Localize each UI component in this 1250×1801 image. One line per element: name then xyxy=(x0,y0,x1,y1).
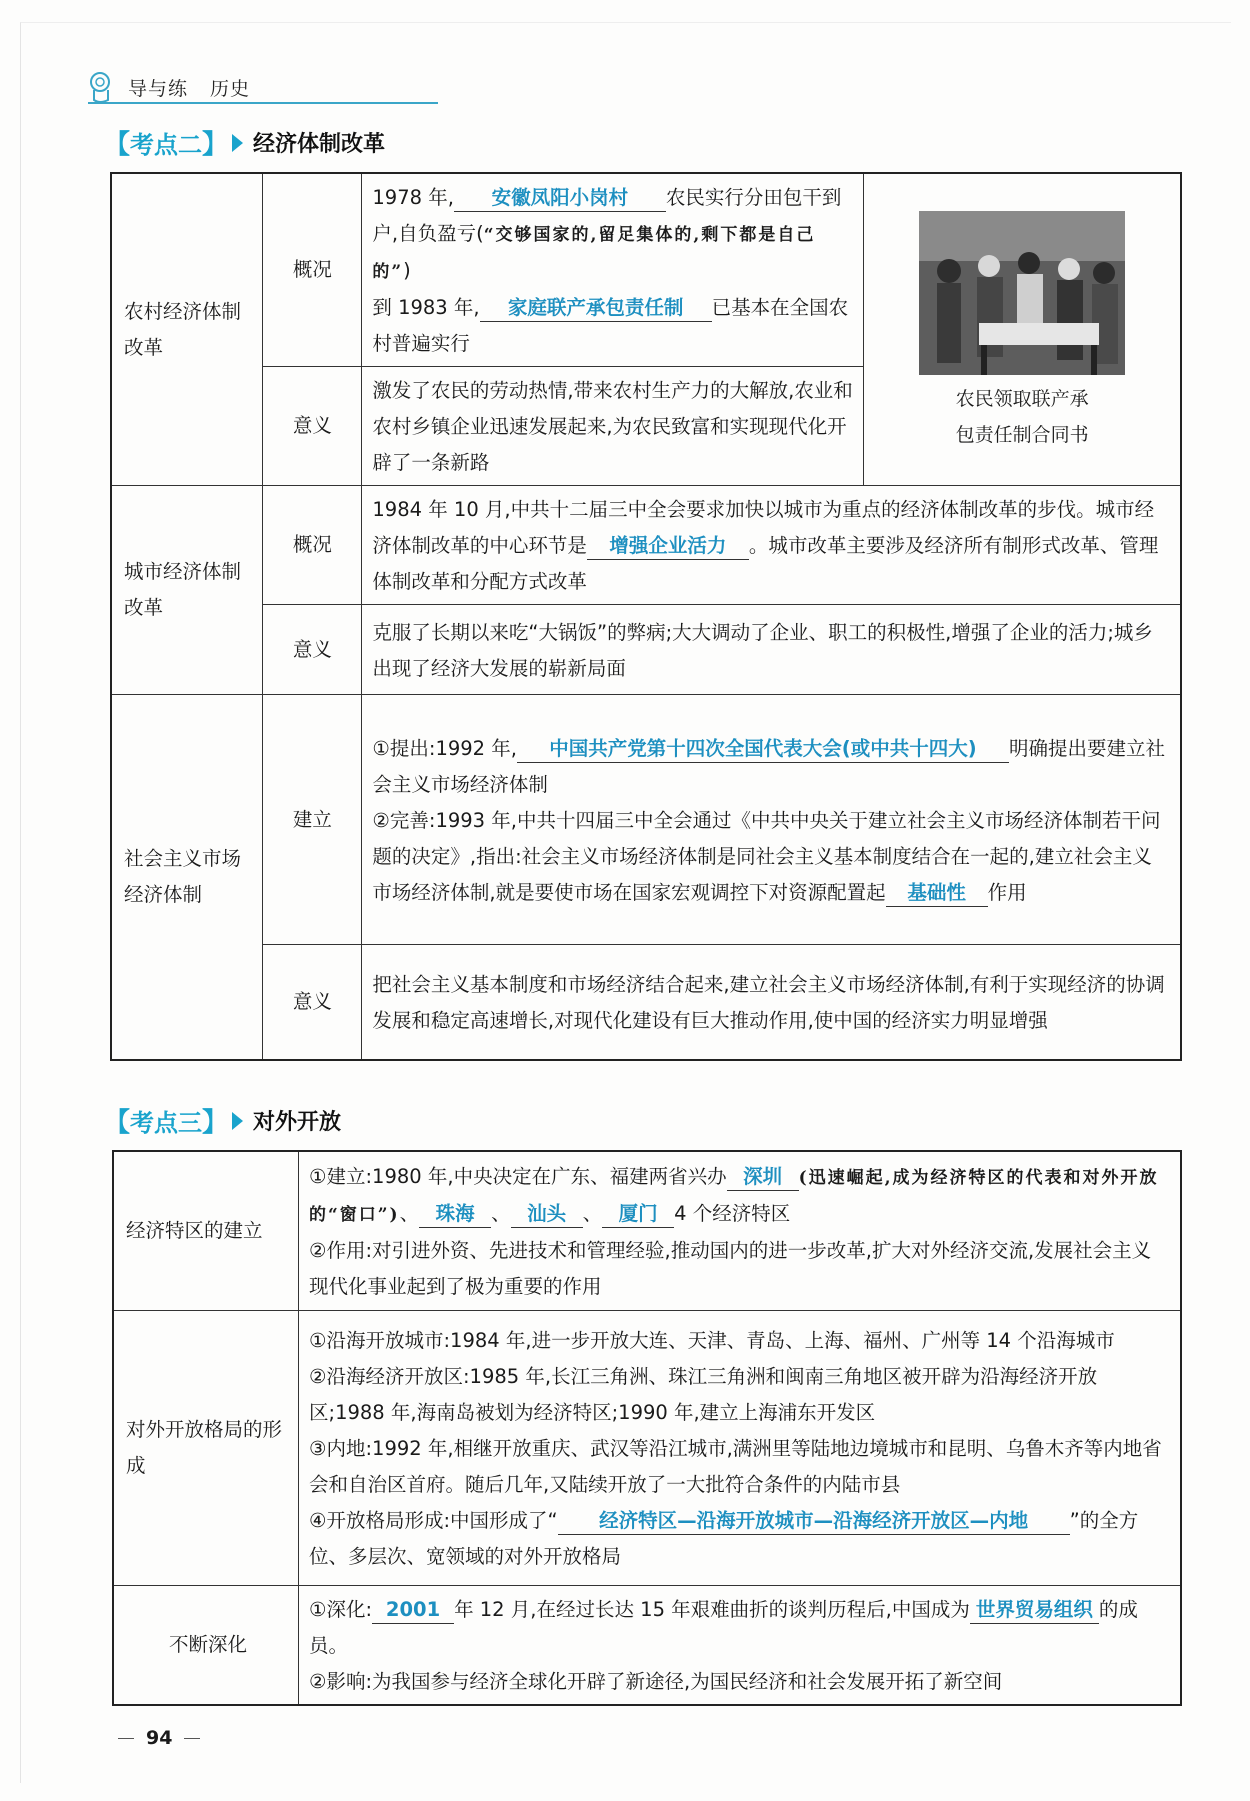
text: 农民实行分田包干到户,自负盈亏( xyxy=(372,186,842,245)
text: ②完善:1993 年,中共十四届三中全会通过《中共中央关于建立社会主义市场经济体制若干问题的决定》,指出:社会主义市场经济体制是同社会主义基本制度结合在一起的,建立社会主义市场经济体制,就是要使市场在国家宏观调控下对资源配置起 xyxy=(372,808,1161,904)
photo-caption: 农民领取联产承包责任制合同书 xyxy=(955,387,1089,446)
answer-fill: 中国共产党第十四次全国代表大会(或中共十四大) xyxy=(517,736,1009,763)
opening-up-table xyxy=(112,1150,1182,1706)
text: 、 xyxy=(491,1201,511,1225)
text: 已基本在全国农村普遍实行 xyxy=(372,296,849,355)
page-header xyxy=(88,70,250,104)
triangle-icon xyxy=(232,1112,243,1130)
header-underline xyxy=(88,102,438,104)
section-title: 对外开放 xyxy=(253,1110,342,1135)
answer-fill: 经济特区—沿海开放城市—沿海经济开放区—内地 xyxy=(558,1508,1070,1535)
table-row xyxy=(113,1585,1181,1705)
quote-text: “交够国家的,留足集体的,剩下都是自己的” xyxy=(372,225,816,282)
answer-fill: 增强企业活力 xyxy=(587,533,749,560)
content-cell xyxy=(362,486,1181,605)
table-row xyxy=(111,605,1181,695)
text: 、 xyxy=(399,1201,420,1225)
text: 1978 年, xyxy=(372,186,454,209)
text: ④开放格局形成:中国形成了“ xyxy=(309,1508,558,1532)
content-cell: 激发了农民的劳动热情,带来农村生产力的大解放,农业和农村乡镇企业迅速发展起来,为农民致富和实现现代化开辟了一条新路 xyxy=(362,367,864,486)
text: 。城市改革主要涉及经济所有制形式改革、管理体制改革和分配方式改革 xyxy=(372,534,1159,593)
text: ②沿海经济开放区:1985 年,长江三角洲、珠江三角洲和闽南三角地区被开辟为沿海经济开放区;1988 年,海南岛被划为经济特区;1990 年,建立上海浦东开发区 xyxy=(309,1364,1098,1424)
answer-fill: 厦门 xyxy=(602,1201,674,1228)
section-badge-label: 考点二 xyxy=(130,131,203,159)
content-cell xyxy=(362,695,1181,945)
section-badge: 【 考点三 】 xyxy=(104,1102,243,1139)
bulb-icon xyxy=(88,70,114,104)
table-row xyxy=(113,1151,1181,1310)
answer-fill: 世界贸易组织 xyxy=(970,1597,1099,1624)
content-cell: 克服了长期以来吃“大锅饭”的弊病;大大调动了企业、职工的积极性,增强了企业的活力;城乡出现了经济大发展的崭新局面 xyxy=(362,605,1181,695)
category-cell: 不断深化 xyxy=(113,1585,299,1705)
table-row xyxy=(111,695,1181,945)
text: 到 1983 年, xyxy=(372,296,480,319)
text: 1984 年 10 月,中共十二届三中全会要求加快以城市为重点的经济体制改革的步伐。城市经济体制改革的中心环节是 xyxy=(372,498,1155,557)
category-cell: 对外开放格局的形成 xyxy=(113,1310,299,1585)
category-cell: 农村经济体制改革 xyxy=(111,173,263,486)
text: 4 个经济特区 xyxy=(674,1201,791,1225)
label-cell: 意义 xyxy=(263,605,362,695)
subject-title: 历史 xyxy=(210,77,251,100)
text: ”的全方位、多层次、宽领域的对外开放格局 xyxy=(309,1508,1139,1568)
answer-fill: 家庭联产承包责任制 xyxy=(480,295,712,322)
text: 、 xyxy=(582,1201,603,1225)
content-cell xyxy=(299,1585,1182,1705)
text: ②影响:为我国参与经济全球化开辟了新途径,为国民经济和社会发展开拓了新空间 xyxy=(309,1669,1003,1693)
divider xyxy=(184,1738,200,1739)
section-heading-3 xyxy=(104,1102,341,1139)
content-cell xyxy=(299,1151,1182,1310)
label-cell: 意义 xyxy=(263,945,362,1060)
label-cell: 概况 xyxy=(263,486,362,605)
photo-farmers-contract xyxy=(919,211,1125,375)
category-cell: 经济特区的建立 xyxy=(113,1151,299,1310)
page-number-text: 94 xyxy=(146,1727,173,1749)
quote-text: (迅速崛起,成为经济特区的代表和对外开放的“窗口”) xyxy=(309,1167,1159,1225)
section-badge-label: 考点三 xyxy=(130,1109,203,1137)
text: 的成员。 xyxy=(309,1597,1138,1657)
section-badge: 【 考点二 】 xyxy=(104,124,243,161)
label-cell: 建立 xyxy=(263,695,362,945)
economic-reform-table xyxy=(110,172,1182,1061)
page-number xyxy=(106,1727,212,1749)
category-cell: 社会主义市场经济体制 xyxy=(111,695,263,1060)
category-cell: 城市经济体制改革 xyxy=(111,486,263,695)
answer-fill: 安徽凤阳小岗村 xyxy=(454,185,666,212)
text: 年 12 月,在经过长达 15 年艰难曲折的谈判历程后,中国成为 xyxy=(454,1597,970,1621)
answer-fill: 珠海 xyxy=(419,1201,491,1228)
content-cell xyxy=(362,173,864,367)
text: ①建立:1980 年,中央决定在广东、福建两省兴办 xyxy=(309,1164,727,1188)
text: ) xyxy=(403,259,411,282)
table-row xyxy=(113,1310,1181,1585)
text: 作用 xyxy=(987,880,1027,904)
text: ①沿海开放城市:1984 年,进一步开放大连、天津、青岛、上海、福州、广州等 14 个沿海城市 xyxy=(309,1328,1115,1352)
text: 明确提出要建立社会主义市场经济体制 xyxy=(372,736,1165,796)
table-row xyxy=(111,173,1181,367)
triangle-icon xyxy=(232,134,243,152)
content-cell: 把社会主义基本制度和市场经济结合起来,建立社会主义市场经济体制,有利于实现经济的协调发展和稳定高速增长,对现代化建设有巨大推动作用,使中国的经济实力明显增强 xyxy=(362,945,1181,1060)
label-cell: 意义 xyxy=(263,367,362,486)
text: ③内地:1992 年,相继开放重庆、武汉等沿江城市,满洲里等陆地边境城市和昆明、乌鲁木齐等内地省会和自治区首府。随后几年,又陆续开放了一大批符合条件的内陆市县 xyxy=(309,1436,1162,1496)
text: ①深化: xyxy=(309,1597,373,1621)
text: ①提出:1992 年, xyxy=(372,736,517,760)
book-title: 导与练 xyxy=(128,77,189,100)
section-title: 经济体制改革 xyxy=(253,132,386,157)
content-cell xyxy=(299,1310,1182,1585)
table-row xyxy=(111,945,1181,1060)
label-cell: 概况 xyxy=(263,173,362,367)
answer-fill: 深圳 xyxy=(727,1164,799,1191)
photo-cell xyxy=(864,173,1181,486)
text: ②作用:对引进外资、先进技术和管理经验,推动国内的进一步改革,扩大对外经济交流,发展社会主义现代化事业起到了极为重要的作用 xyxy=(309,1238,1152,1298)
answer-fill: 汕头 xyxy=(511,1201,583,1228)
answer-fill: 2001 xyxy=(372,1597,454,1624)
section-heading-2 xyxy=(104,124,385,161)
table-row xyxy=(111,486,1181,605)
answer-fill: 基础性 xyxy=(886,880,988,907)
divider xyxy=(118,1738,134,1739)
